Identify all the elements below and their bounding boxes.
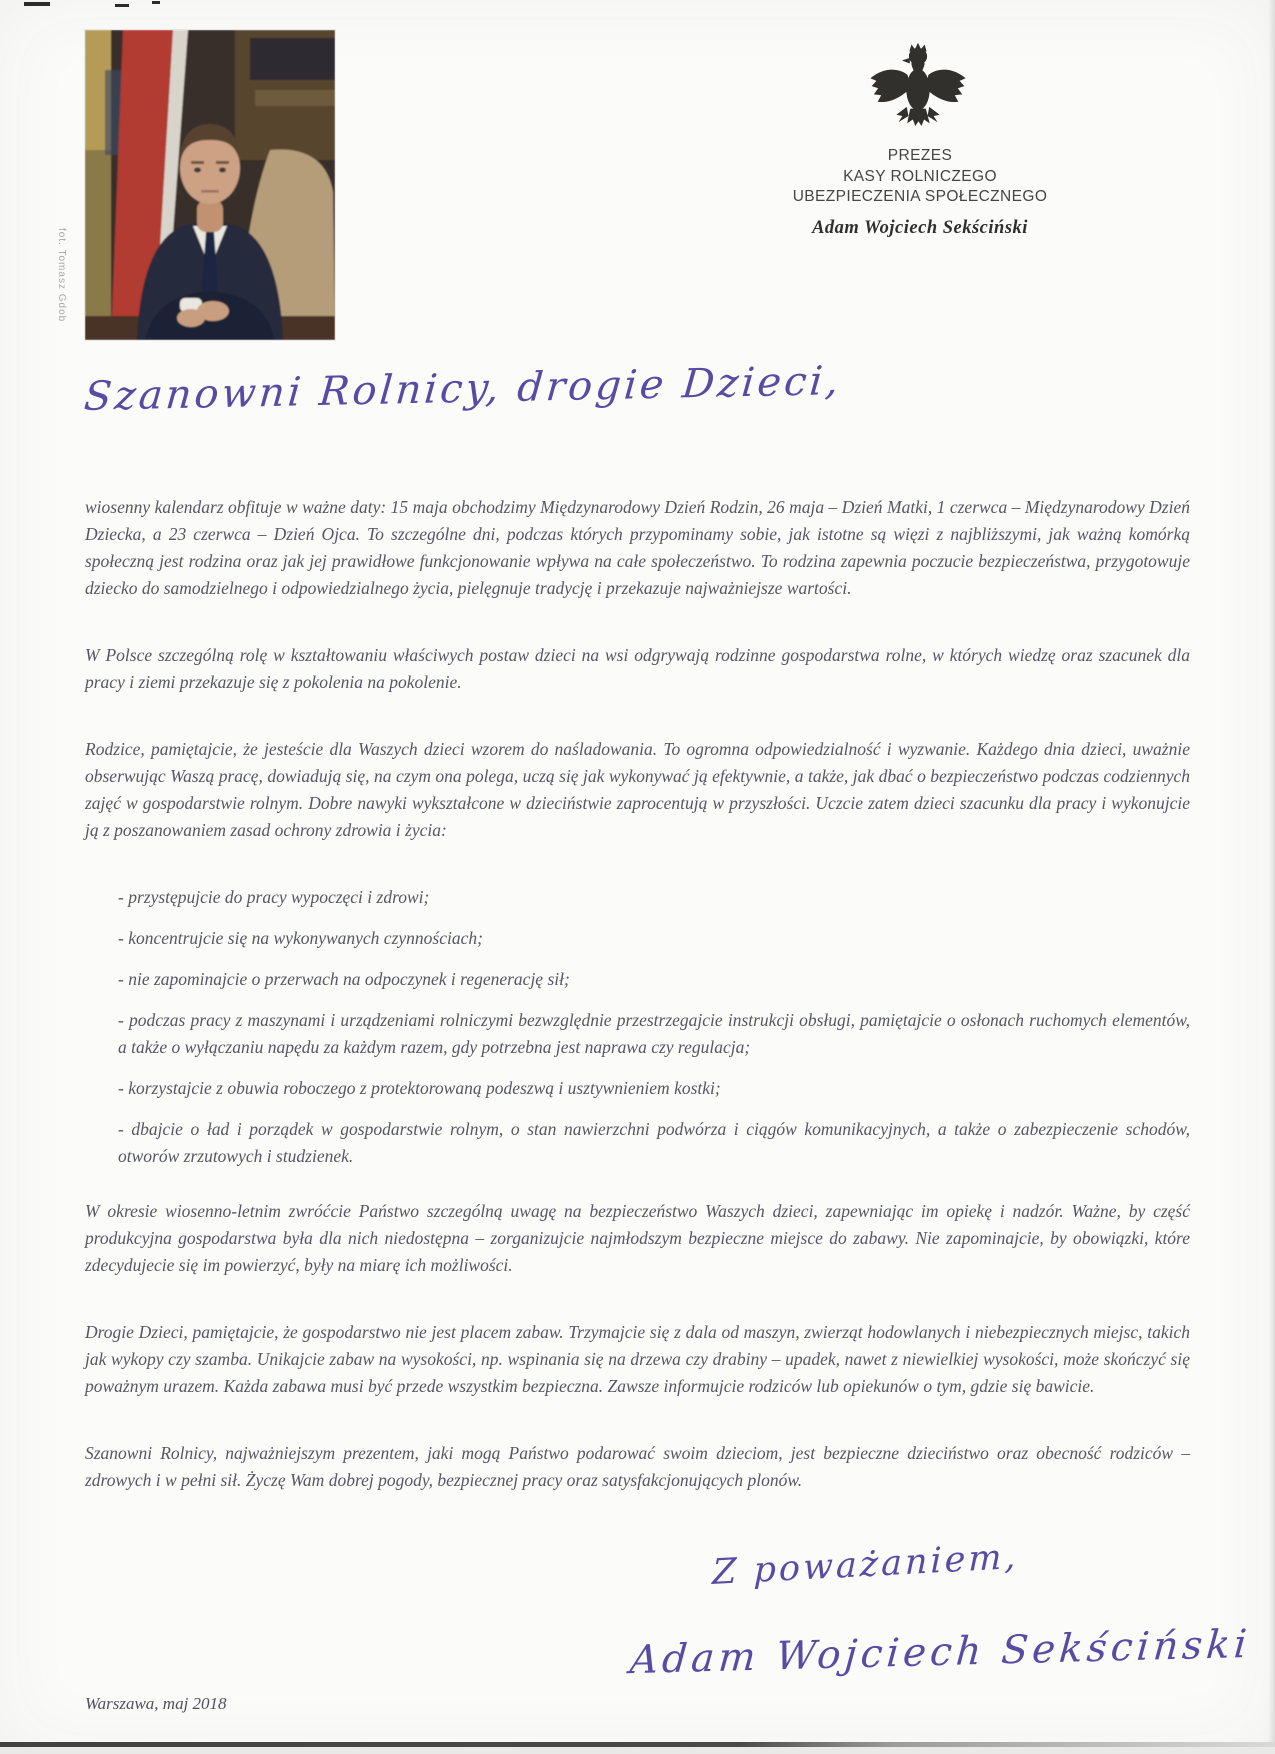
photo-credit-caption: fot. Tomasz Gdob bbox=[56, 228, 67, 323]
list-item: - nie zapominajcie o przerwach na odpoczynek i regenerację sił; bbox=[118, 969, 570, 989]
handwritten-salutation: Z poważaniem, bbox=[711, 1536, 1019, 1594]
list-item: - dbajcie o ład i porządek w gospodarstwie rolnym, o stan nawierzchni podwórza i ciągów komunikacyjnych, a także o zabezpieczenie schodów, otworów zrzutowych i studzienek. bbox=[118, 1119, 1190, 1166]
scan-artifact-speck bbox=[24, 2, 50, 6]
list-item: - korzystajcie z obuwia roboczego z protektorowaną podeszwą i usztywnieniem kostki; bbox=[118, 1078, 721, 1098]
sender-title-line: PREZES bbox=[887, 147, 953, 164]
handwritten-greeting: Szanowni Rolnicy, drogie Dzieci, bbox=[82, 358, 844, 420]
letter-paragraph: W okresie wiosenno-letnim zwróćcie Państwo szczególną uwagę na bezpieczeństwo Waszych dzieci, zapewniając im opiekę i nadzór. Ważne, by część produkcyjna gospodarstwa była dla nich niedostępna – zorganizujcie najmłodszym bezpieczne miejsce do zabawy. Nie zapominajcie, by obowiązki, które zdecydujecie się im powierzyć, były na miarę ich możliwości. bbox=[85, 1201, 1190, 1275]
scan-artifact-speck bbox=[115, 4, 129, 7]
list-item: - podczas pracy z maszynami i urządzeniami rolniczymi bezwzględnie przestrzegajcie instrukcji obsługi, pamiętajcie o osłonach ruchomych elementów, a także o wyłączaniu napędu za każdym razem, gdy potrzebna jest naprawa czy regulacja; bbox=[118, 1010, 1190, 1057]
list-item: - przystępujcie do pracy wypoczęci i zdrowi; bbox=[118, 887, 430, 907]
letter-paragraph: Rodzice, pamiętajcie, że jesteście dla Waszych dzieci wzorem do naśladowania. To ogromna odpowiedzialność i wyzwanie. Każdego dnia dzieci, uważnie obserwując Waszą pracę, dowiadują się, na czym ona polega, uczą się jak wykonywać ją efektywnie, a także, jak dbać o bezpieczeństwo podczas codziennych zajęć w gospodarstwie rolnym. Dobre nawyki wykształcone w dzieciństwie zaprocentują w przyszłości. Uczcie zatem dzieci szacunku dla pracy i wykonujcie ją z poszanowaniem zasad ochrony zdrowia i życia: bbox=[85, 739, 1190, 840]
letter-paragraph: Szanowni Rolnicy, najważniejszym prezentem, jaki mogą Państwo podarować swoim dzieciom, jest bezpieczne dzieciństwo oraz obecność rodziców – zdrowych i w pełni sił. Życzę Wam dobrej pogody, bezpiecznej pracy oraz satysfakcjonujących plonów. bbox=[85, 1443, 1190, 1490]
sender-name: Adam Wojciech Sekściński bbox=[812, 218, 1028, 238]
safety-rules-list bbox=[118, 884, 1190, 1170]
scan-artifact-bottom-strip bbox=[0, 1747, 1275, 1754]
place-and-date: Warszawa, maj 2018 bbox=[85, 1694, 227, 1713]
polish-eagle-icon bbox=[866, 38, 970, 142]
letter-paragraph: W Polsce szczególną rolę w kształtowaniu właściwych postaw dzieci na wsi odgrywają rodzinne gospodarstwa rolne, w których wiedzę oraz szacunek dla pracy i ziemi przekazuje się z pokolenia na pokolenie. bbox=[85, 645, 1190, 692]
letter-paragraph: wiosenny kalendarz obfituje w ważne daty: 15 maja obchodzimy Międzynarodowy Dzień Rodzin, 26 maja – Dzień Matki, 1 czerwca – Międzynarodowy Dzień Dziecka, a 23 czerwca – Dzień Ojca. To szczególne dni, podczas których przypominamy sobie, jak istotne są więzi z najbliższymi, jak ważną komórką społeczną jest rodzina oraz jak jej prawidłowe funkcjonowanie wpływa na całe społeczeństwo. To rodzina zapewnia poczucie bezpieczeństwa, przygotowuje dziecko do samodzielnego i odpowiedzialnego życia, pielęgnuje tradycję i przekazuje najważniejsze wartości. bbox=[85, 497, 1190, 598]
sender-title-line: KASY ROLNICZEGO bbox=[843, 167, 997, 185]
letter-paragraph: Drogie Dzieci, pamiętajcie, że gospodarstwo nie jest placem zabaw. Trzymajcie się z dala od maszyn, zwierząt hodowlanych i niebezpiecznych miejsc, takich jak wykopy czy szamba. Unikajcie zabaw na wysokości, np. wspinania się na drzewa czy drabiny – upadek, nawet z niewielkiej wysokości, może skończyć się poważnym urazem. Każda zabawa musi być przede wszystkim bezpieczna. Zawsze informujcie rodziców lub opiekunów o tym, gdzie się bawicie. bbox=[85, 1322, 1190, 1396]
list-item: - koncentrujcie się na wykonywanych czynnościach; bbox=[118, 928, 483, 948]
sender-title-line: UBEZPIECZENIA SPOŁECZNEGO bbox=[792, 188, 1048, 205]
handwritten-signature: Adam Wojciech Sekściński bbox=[628, 1621, 1253, 1684]
scan-artifact-right-edge bbox=[1268, 0, 1275, 1754]
sender-title-block bbox=[710, 146, 1130, 208]
scan-artifact-speck bbox=[152, 1, 160, 4]
portrait-photo bbox=[85, 30, 335, 340]
letter-body bbox=[85, 494, 1190, 1534]
